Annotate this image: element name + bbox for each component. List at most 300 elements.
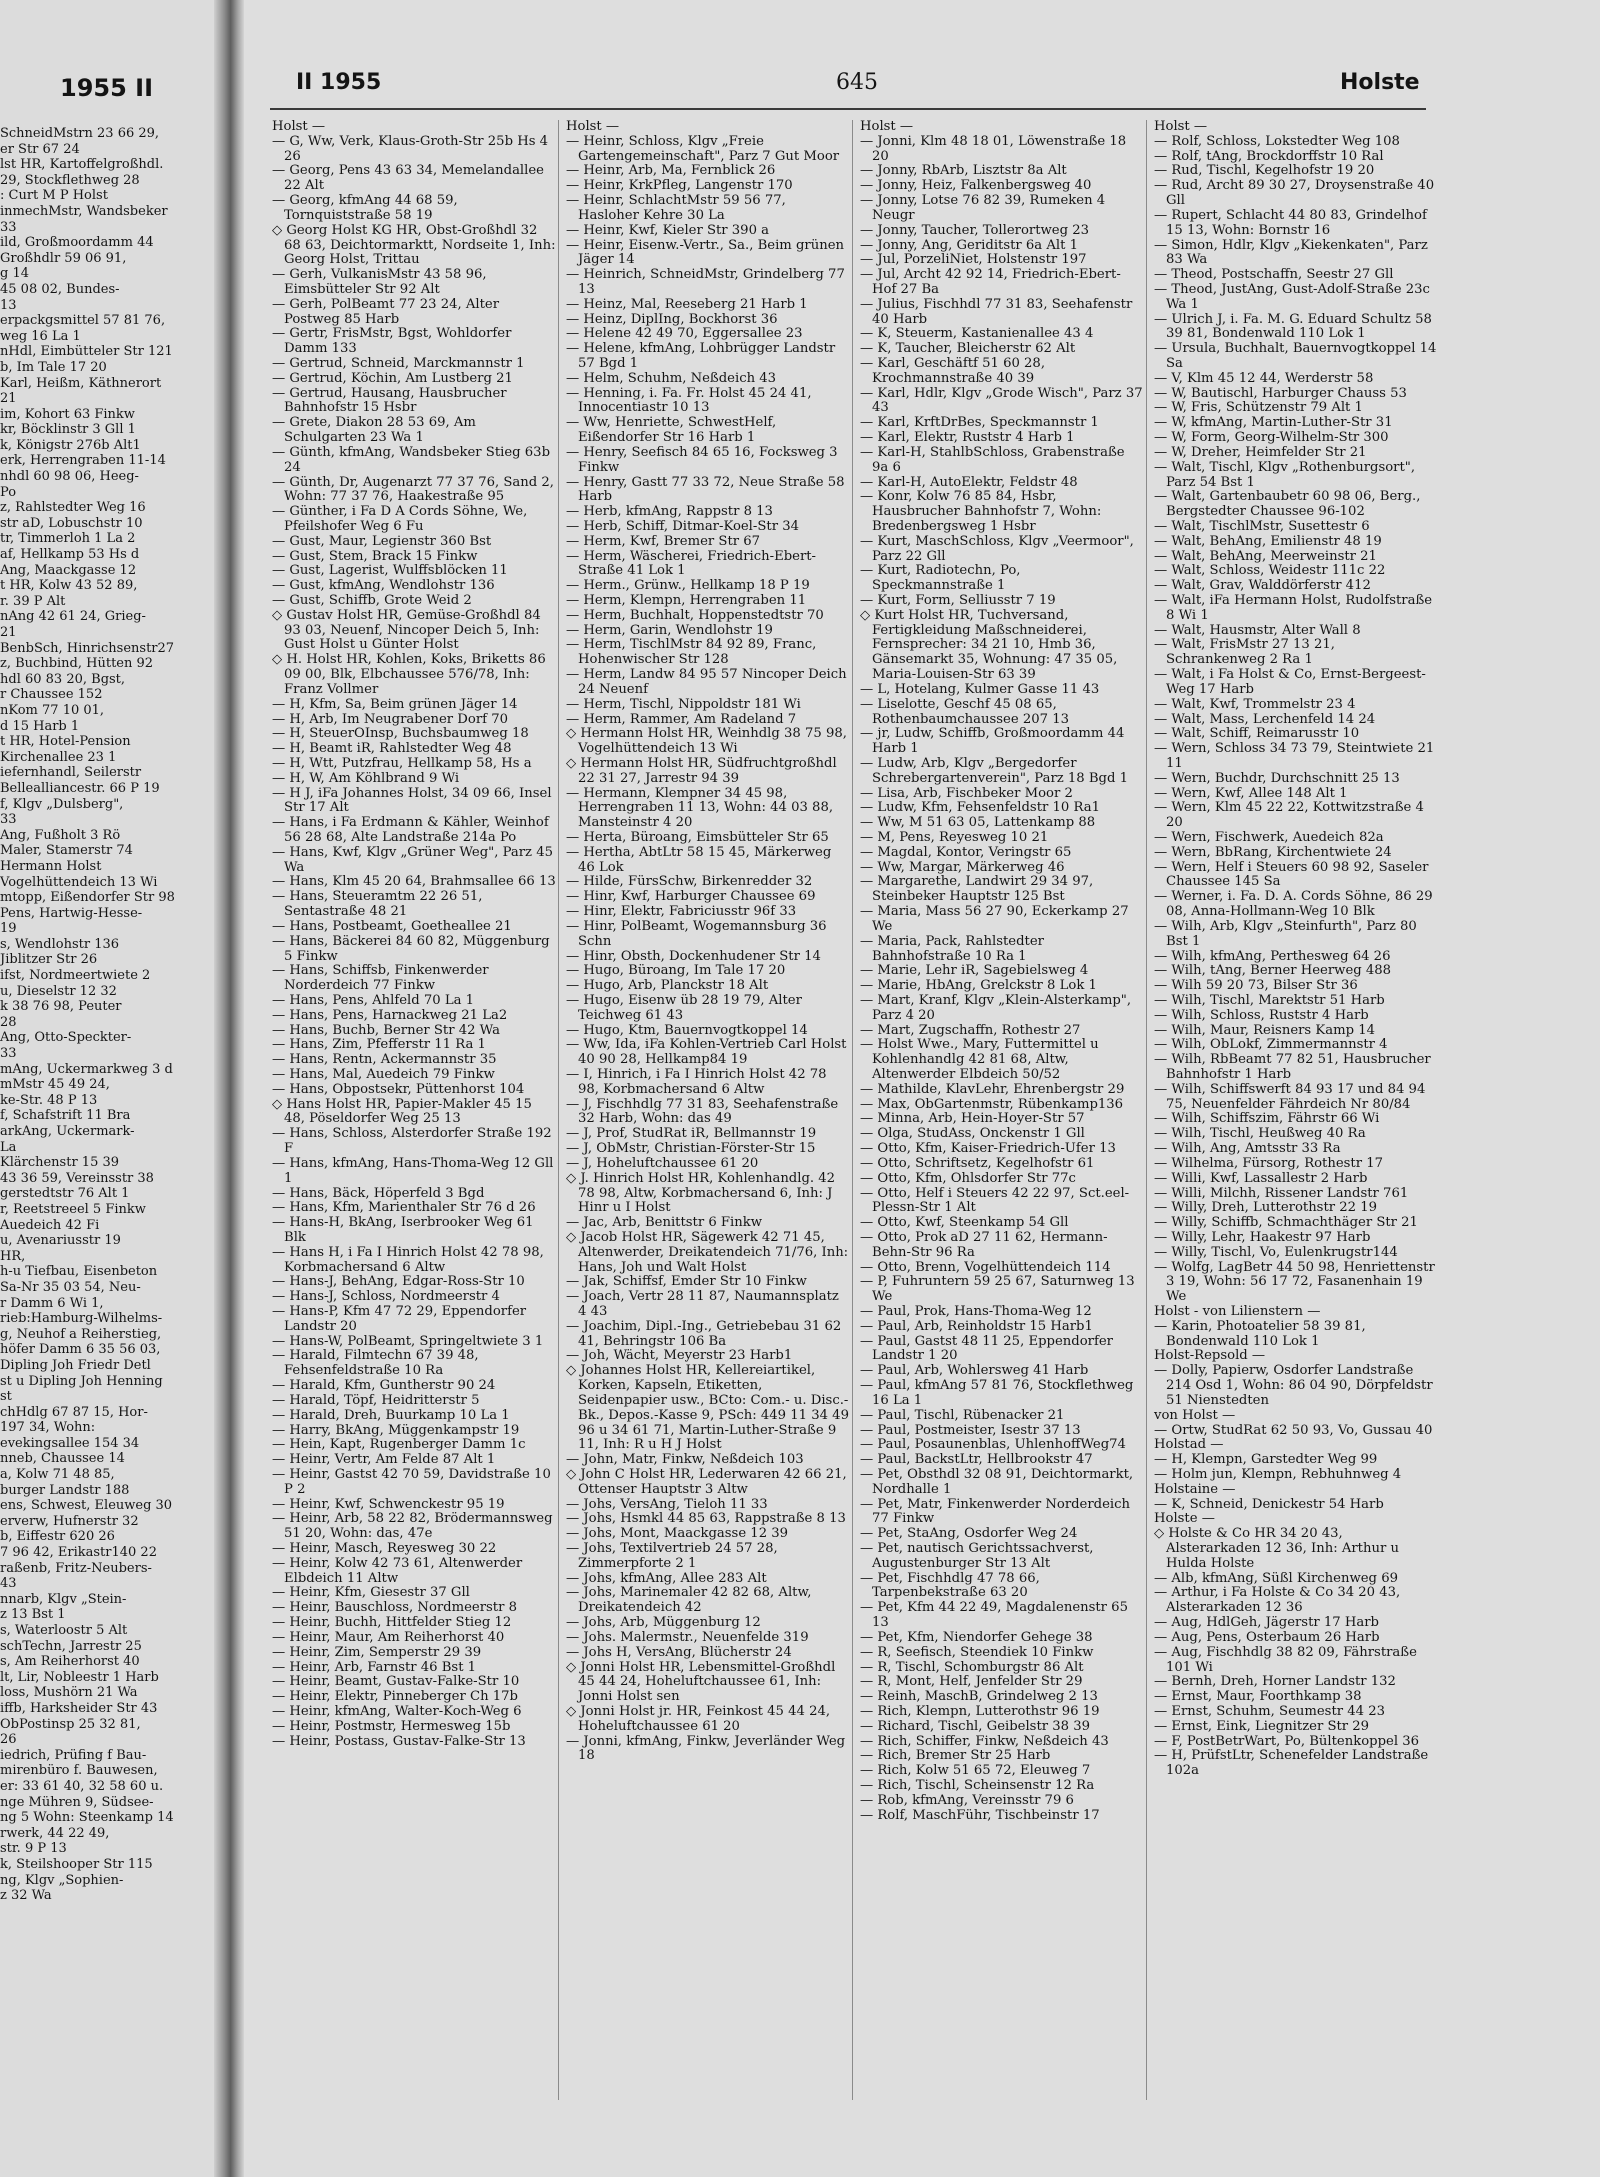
- previous-page-line: 45 08 02, Bundes-: [0, 281, 120, 297]
- directory-entry: — Gertrud, Schneid, Marckmannstr 1: [272, 356, 525, 371]
- previous-page-line: iefernhandl, Seilerstr: [0, 765, 142, 781]
- previous-page-line: lst HR, Kartoffelgroßhdl.: [0, 157, 164, 173]
- directory-entry: — Gertr, FrisMstr, Bgst, Wohldorfer Damm 133: [272, 326, 512, 357]
- directory-entry: — Herb, Schiff, Ditmar-Koel-Str 34: [566, 518, 799, 534]
- previous-page-line: Sa-Nr 35 03 54, Neu-: [0, 1279, 141, 1295]
- directory-entry: — Heinr, Arb, Farnstr 46 Bst 1: [272, 1659, 477, 1675]
- directory-entry: — Heinr, Arb, 58 22 82, Brödermannsweg 51 20, Wohn: das, 47e: [272, 1511, 553, 1542]
- directory-entry: — P, Fuhruntern 59 25 67, Saturnweg 13 We: [860, 1274, 1135, 1305]
- column-2: [566, 120, 850, 1764]
- directory-entry: — Georg, Pens 43 63 34, Memelandallee 22 Alt: [272, 163, 544, 194]
- directory-entry: — Jonni, Klm 48 18 01, Löwenstraße 18 20: [860, 133, 1127, 164]
- directory-entry: — Kurt, Form, Selliusstr 7 19: [860, 593, 1056, 608]
- previous-page-line: r Damm 6 Wi 1,: [0, 1295, 104, 1311]
- directory-entry: — Hans, Bäckerei 84 60 82, Müggenburg 5 Finkw: [272, 933, 550, 964]
- previous-page-line: Ang, Maackgasse 12: [0, 562, 137, 578]
- directory-entry: — Joh, Wächt, Meyerstr 23 Harb1: [566, 1348, 793, 1364]
- directory-entry: — Heinr, Masch, Reyesweg 30 22: [272, 1541, 497, 1556]
- directory-entry: — Otto, Helf i Steuers 42 22 97, Sct.eel-Plessn-Str 1 Alt: [860, 1185, 1130, 1216]
- directory-entry: — Wern, Kwf, Allee 148 Alt 1: [1154, 785, 1348, 801]
- directory-entry: — H, Kfm, Sa, Beim grünen Jäger 14: [272, 696, 518, 712]
- directory-entry: — Hans, i Fa Erdmann & Kähler, Weinhof 56 28 68, Alte Landstraße 214a Po: [272, 815, 549, 845]
- directory-entry: — Pet, Matr, Finkenwerder Norderdeich 77 Finkw: [860, 1496, 1131, 1527]
- directory-entry: — Rich, Schiffer, Finkw, Neßdeich 43: [860, 1733, 1109, 1749]
- directory-entry: — Heinr, SchlachtMstr 59 56 77, Hasloher Kehre 30 La: [566, 193, 786, 223]
- directory-entry: — Johs, Hsmkl 44 85 63, Rappstraße 8 13: [566, 1511, 846, 1527]
- directory-entry: — Mart, Kranf, Klgv „Klein-Alsterkamp", Parz 4 20: [860, 992, 1132, 1023]
- previous-page-line: g, Neuhof a Reiherstieg,: [0, 1326, 162, 1342]
- directory-entry: — Walt, Hausmstr, Alter Wall 8: [1154, 622, 1361, 638]
- surname-heading: Holste —: [1154, 1511, 1215, 1527]
- directory-entry: — Herm, Landw 84 95 57 Nincoper Deich 24 Neuenf: [566, 667, 847, 697]
- directory-entry: — Johs, kfmAng, Allee 283 Alt: [566, 1570, 767, 1586]
- previous-page-line: st u Dipling Joh Henning: [0, 1373, 163, 1389]
- directory-entry: — Mart, Zugschaffn, Rothestr 27: [860, 1022, 1081, 1038]
- previous-page-line: z 32 Wa: [0, 1888, 52, 1904]
- previous-page-line: loss, Mushörn 21 Wa: [0, 1685, 138, 1701]
- previous-page-line: erverw, Hufnerstr 32: [0, 1513, 139, 1529]
- directory-entry: — Walt, TischlMstr, Susettestr 6: [1154, 518, 1370, 534]
- directory-entry: — Pet, Obsthdl 32 08 91, Deichtormarkt, Nordhalle 1: [860, 1466, 1134, 1497]
- directory-entry: — Gust, Stem, Brack 15 Finkw: [272, 548, 478, 564]
- directory-entry: — Hans, Postbeamt, Goetheallee 21: [272, 918, 512, 934]
- previous-page-line: 43 36 59, Vereinsstr 38: [0, 1170, 154, 1186]
- previous-page-line: BenbSch, Hinrichsenstr27: [0, 640, 175, 656]
- previous-page-line: 33: [0, 1046, 17, 1062]
- directory-entry: — Wilhelma, Fürsorg, Rothestr 17: [1154, 1155, 1383, 1171]
- directory-entry: — Holm jun, Klempn, Rebhuhnweg 4: [1154, 1466, 1402, 1482]
- previous-page-line: lt, Lir, Nobleestr 1 Harb: [0, 1669, 159, 1685]
- directory-entry: — Heinr, Kwf, Schwenckestr 95 19: [272, 1496, 505, 1512]
- directory-entry: — Walt, Schloss, Weidestr 111c 22: [1154, 563, 1386, 579]
- directory-entry: — Wern, Schloss 34 73 79, Steintwiete 21 11: [1154, 741, 1435, 771]
- directory-entry: — Johs, Mont, Maackgasse 12 39: [566, 1526, 789, 1542]
- previous-page-line: k, Königstr 276b Alt1: [0, 437, 141, 453]
- directory-entry: — Jonny, RbArb, Lisztstr 8a Alt: [860, 163, 1067, 179]
- previous-page-line: h-u Tiefbau, Eisenbeton: [0, 1264, 158, 1280]
- directory-entry: — Walt, iFa Hermann Holst, Rudolfstraße 8 Wi 1: [1154, 593, 1433, 623]
- directory-entry: — Wilh, Tischl, Heußweg 40 Ra: [1154, 1126, 1366, 1142]
- previous-page-line: r. 39 P Alt: [0, 593, 66, 609]
- directory-entry: — Olga, StudAss, Onckenstr 1 Gll: [860, 1126, 1085, 1142]
- directory-entry: — Walt, BehAng, Emilienstr 48 19: [1154, 533, 1382, 549]
- directory-entry: — Jonny, Ang, Geriditstr 6a Alt 1: [860, 237, 1078, 253]
- directory-entry: — Hans, Mal, Auedeich 79 Finkw: [272, 1067, 495, 1082]
- directory-entry: — Heinr, KrkPfleg, Langenstr 170: [566, 178, 793, 194]
- directory-entry: — Rolf, MaschFühr, Tischbeinstr 17: [860, 1807, 1100, 1823]
- directory-entry: — Gust, kfmAng, Wendlohstr 136: [272, 578, 495, 594]
- directory-entry: — Herm, Garin, Wendlohstr 19: [566, 622, 773, 638]
- previous-page-line: Großhdlr 59 06 91,: [0, 250, 127, 266]
- directory-entry: — Hans, kfmAng, Hans-Thoma-Weg 12 Gll 1: [272, 1155, 554, 1186]
- directory-entry: — R, Tischl, Schomburgstr 86 Alt: [860, 1659, 1084, 1675]
- directory-entry: — Joach, Vertr 28 11 87, Naumannsplatz 4 43: [566, 1289, 839, 1319]
- previous-page-line: : Curt M P Holst: [0, 188, 108, 204]
- directory-entry: ◇ Kurt Holst HR, Tuchversand, Fertigkleidung Maßschneiderei, Fernsprecher: 34 21 10, Hmb 36, Gänsemarkt 35, Wohnung: 47 35 05, Maria-Louisen-Str 63 39: [860, 607, 1118, 683]
- directory-entry: — Jak, Schiffsf, Emder Str 10 Finkw: [566, 1274, 807, 1290]
- previous-page-line: 197 34, Wohn:: [0, 1420, 96, 1436]
- directory-entry: ◇ H. Holst HR, Kohlen, Koks, Briketts 86 09 00, Blk, Elbchaussee 576/78, Inh: Franz Vollmer: [272, 652, 546, 697]
- surname-heading: Holst —: [566, 119, 620, 134]
- directory-entry: — Walt, Grav, Walddörferstr 412: [1154, 578, 1371, 594]
- previous-page-line: Klärchenstr 15 39: [0, 1155, 120, 1171]
- directory-entry: — Gerh, PolBeamt 77 23 24, Alter Postweg 85 Harb: [272, 296, 500, 327]
- previous-page-line: af, Hellkamp 53 Hs d: [0, 547, 140, 563]
- directory-entry: — Heinr, Eisenw.-Vertr., Sa., Beim grünen Jäger 14: [566, 237, 845, 268]
- previous-page-line: ifst, Nordmeertwiete 2: [0, 968, 151, 984]
- directory-entry: — Ww, M 51 63 05, Lattenkamp 88: [860, 815, 1096, 831]
- column-divider: [558, 120, 559, 2100]
- previous-page-line: b, Im Tale 17 20: [0, 359, 107, 375]
- directory-entry: — Hertha, AbtLtr 58 15 45, Märkerweg 46 Lok: [566, 844, 832, 875]
- directory-entry: — Hans, Rentn, Ackermannstr 35: [272, 1052, 497, 1068]
- directory-entry: — Jac, Arb, Benittstr 6 Finkw: [566, 1215, 763, 1231]
- directory-entry: — Walt, Kwf, Trommelstr 23 4: [1154, 696, 1356, 712]
- directory-entry: — Herta, Büroang, Eimsbütteler Str 65: [566, 830, 829, 845]
- previous-page-line: r Chaussee 152: [0, 687, 103, 703]
- directory-entry: — Hugo, Büroang, Im Tale 17 20: [566, 963, 786, 979]
- directory-entry: — Ernst, Eink, Liegnitzer Str 29: [1154, 1718, 1370, 1734]
- directory-entry: — Hein, Kapt, Rugenberger Damm 1c: [272, 1437, 526, 1453]
- previous-page-line: s, Waterloostr 5 Alt: [0, 1623, 128, 1638]
- previous-page-line: 26: [0, 1732, 17, 1748]
- directory-entry: — W, Bautischl, Harburger Chauss 53: [1154, 385, 1407, 401]
- directory-entry: — Jonni, kfmAng, Finkw, Jeverländer Weg 18: [566, 1733, 846, 1764]
- directory-entry: — Wilh, Ang, Amtsstr 33 Ra: [1154, 1141, 1341, 1157]
- directory-entry: — Karl, Elektr, Ruststr 4 Harb 1: [860, 430, 1075, 446]
- previous-page-line: inmechMstr, Wandsbeker: [0, 203, 168, 219]
- directory-entry: — Ww, Ida, iFa Kohlen-Vertrieb Carl Holst 40 90 28, Hellkamp84 19: [566, 1037, 847, 1068]
- directory-entry: — Willy, Dreh, Lutterothstr 22 19: [1154, 1200, 1378, 1216]
- directory-entry: — Minna, Arb, Hein-Hoyer-Str 57: [860, 1111, 1085, 1127]
- previous-page-line: 33: [0, 219, 17, 235]
- previous-page-line: 29, Stockflethweg 28: [0, 172, 140, 188]
- previous-page-line: t HR, Kolw 43 52 89,: [0, 578, 138, 594]
- directory-entry: — Otto, Kfm, Ohlsdorfer Str 77c: [860, 1170, 1076, 1186]
- previous-page-line: r, Reetstreeel 5 Finkw: [0, 1201, 146, 1217]
- directory-entry: — Paul, Postmeister, Isestr 37 13: [860, 1422, 1081, 1438]
- directory-entry: — Theod, JustAng, Gust-Adolf-Straße 23c Wa 1: [1154, 281, 1430, 312]
- directory-entry: — Rob, kfmAng, Vereinsstr 79 6: [860, 1792, 1074, 1808]
- directory-entry: — G, Ww, Verk, Klaus-Groth-Str 25b Hs 4 26: [272, 133, 549, 164]
- column-3: [860, 120, 1144, 1823]
- directory-entry: ◇ J. Hinrich Holst HR, Kohlenhandlg. 42 78 98, Altw, Korbmachersand 6, Inh: J Hinr u I Holst: [566, 1170, 836, 1216]
- directory-entry: — Johs, Textilvertrieb 24 57 28, Zimmerpforte 2 1: [566, 1541, 778, 1571]
- directory-entry: — M, Pens, Reyesweg 10 21: [860, 830, 1049, 845]
- directory-entry: — Willy, Tischl, Vo, Eulenkrugstr144: [1154, 1244, 1398, 1260]
- directory-entry: — Gerh, VulkanisMstr 43 58 96, Eimsbütteler Str 92 Alt: [272, 267, 487, 297]
- previous-page-line: 13: [0, 297, 17, 313]
- previous-page-line: k 38 76 98, Peuter: [0, 999, 122, 1015]
- directory-entry: — Arthur, i Fa Holste & Co 34 20 43, Alsterarkaden 12 36: [1154, 1585, 1401, 1616]
- directory-entry: — Hans, Buchb, Berner Str 42 Wa: [272, 1022, 500, 1038]
- directory-entry: — Pet, Kfm 44 22 49, Magdalenenstr 65 13: [860, 1600, 1128, 1631]
- directory-entry: — R, Mont, Helf, Jenfelder Str 29: [860, 1674, 1083, 1690]
- directory-entry: — H, Arb, Im Neugrabener Dorf 70: [272, 711, 508, 727]
- previous-page-line: 7 96 42, Erikastr140 22: [0, 1545, 157, 1561]
- directory-entry: — Ludw, Kfm, Fehsenfeldstr 10 Ra1: [860, 800, 1100, 816]
- directory-entry: — Heinrich, SchneidMstr, Grindelberg 77 13: [566, 267, 845, 297]
- directory-entry: — Rud, Archt 89 30 27, Droysenstraße 40 Gll: [1154, 178, 1435, 209]
- directory-entry: — Alb, kfmAng, Süßl Kirchenweg 69: [1154, 1570, 1398, 1586]
- directory-entry: — Ursula, Buchhalt, Bauernvogtkoppel 14 Sa: [1154, 341, 1437, 371]
- surname-heading: Holst —: [860, 119, 914, 134]
- directory-entry: — Henning, i. Fa. Fr. Holst 45 24 41, Innocentiastr 10 13: [566, 385, 812, 416]
- directory-entry: — Hans H, i Fa I Hinrich Holst 42 78 98, Korbmachersand 6 Altw: [272, 1244, 544, 1275]
- directory-entry: — W, Fris, Schützenstr 79 Alt 1: [1154, 400, 1363, 416]
- directory-entry: — Holst Wwe., Mary, Futtermittel u Kohlenhandlg 42 81 68, Altw, Altenwerder Elbdeich 50/52: [860, 1037, 1099, 1082]
- previous-page-line: Dipling Joh Friedr Detl: [0, 1357, 151, 1373]
- running-header: [244, 70, 1424, 100]
- directory-entry: ◇ John C Holst HR, Lederwaren 42 66 21, Ottenser Hauptstr 3 Altw: [566, 1466, 847, 1497]
- directory-entry: — Georg, kfmAng 44 68 59, Tornquiststraße 58 19: [272, 193, 458, 223]
- directory-entry: — J, ObMstr, Christian-Förster-Str 15: [566, 1141, 816, 1157]
- directory-entry: — Helm, Schuhm, Neßdeich 43: [566, 370, 777, 386]
- directory-entry: — Johs. Malermstr., Neuenfelde 319: [566, 1629, 809, 1645]
- previous-page-line: rwerk, 44 22 49,: [0, 1825, 110, 1841]
- directory-entry: — Hans, Steueramtm 22 26 51, Sentastraße 48 21: [272, 889, 483, 920]
- directory-entry: — Heinr, Kwf, Kieler Str 390 a: [566, 222, 770, 238]
- directory-entry: — Rud, Tischl, Kegelhofstr 19 20: [1154, 163, 1375, 179]
- directory-entry: — Rupert, Schlacht 44 80 83, Grindelhof 15 13, Wohn: Bornstr 16: [1154, 207, 1427, 238]
- directory-entry: — Wilh, Schiffswerft 84 93 17 und 84 94 75, Neuenfelder Fährdeich Nr 80/84: [1154, 1081, 1426, 1112]
- directory-entry: — Liselotte, Geschf 45 08 65, Rothenbaumchaussee 207 13: [860, 696, 1069, 727]
- directory-entry: — W, Dreher, Heimfelder Str 21: [1154, 444, 1367, 460]
- page-number: 645: [836, 70, 878, 95]
- previous-page-line: Ang, Otto-Speckter-: [0, 1030, 132, 1046]
- directory-entry: ◇ Hans Holst HR, Papier-Makler 45 15 48, Pöseldorfer Weg 25 13: [272, 1096, 532, 1127]
- directory-entry: — J, Hoheluftchaussee 61 20: [566, 1155, 759, 1171]
- directory-entry: — Heinr, Kolw 42 73 61, Altenwerder Elbdeich 11 Altw: [272, 1555, 523, 1586]
- directory-entry: ◇ Georg Holst KG HR, Obst-Großhdl 32 68 63, Deichtormarktt, Nordseite 1, Inh: Georg Holst, Trittau: [272, 222, 556, 268]
- catchword: Holste: [1340, 70, 1420, 95]
- directory-entry: — Werner, i. Fa. D. A. Cords Söhne, 86 29 08, Anna-Hollmann-Weg 10 Blk: [1154, 889, 1433, 920]
- previous-page-line: kr, Böcklinstr 3 Gll 1: [0, 422, 136, 438]
- directory-entry: ◇ Jacob Holst HR, Sägewerk 42 71 45, Altenwerder, Dreikatendeich 71/76, Inh: Hans, Joh und Walt Holst: [566, 1229, 849, 1275]
- book-gutter: [214, 0, 244, 2177]
- previous-page-line: höfer Damm 6 35 56 03,: [0, 1342, 161, 1358]
- previous-page-line: z, Buchbind, Hütten 92: [0, 656, 154, 672]
- previous-page-line: evekingsallee 154 34: [0, 1435, 140, 1451]
- directory-entry: — K, Steuerm, Kastanienallee 43 4: [860, 326, 1094, 342]
- directory-entry: — W, Form, Georg-Wilhelm-Str 300: [1154, 430, 1389, 446]
- directory-entry: — Bernh, Dreh, Horner Landstr 132: [1154, 1674, 1396, 1690]
- previous-page-line: Jiblitzer Str 26: [0, 952, 98, 968]
- previous-page-line: s, Am Reiherhorst 40: [0, 1654, 140, 1670]
- previous-page-line: rieb:Hamburg-Wilhelms-: [0, 1311, 163, 1327]
- directory-entry: — Heinz, Mal, Reeseberg 21 Harb 1: [566, 296, 808, 312]
- directory-entry: — Gust, Schiffb, Grote Weid 2: [272, 593, 472, 608]
- directory-entry: — R, Seefisch, Steendiek 10 Finkw: [860, 1644, 1094, 1660]
- directory-entry: — Herm., Grünw., Hellkamp 18 P 19: [566, 578, 810, 594]
- directory-entry: — Wilh, Arb, Klgv „Steinfurth", Parz 80 Bst 1: [1154, 918, 1417, 949]
- directory-entry: — Walt, i Fa Holst & Co, Ernst-Bergeest-Weg 17 Harb: [1154, 667, 1426, 697]
- directory-entry: — Karl-H, AutoElektr, Feldstr 48: [860, 474, 1078, 490]
- previous-page-line: nAng 42 61 24, Grieg-: [0, 609, 146, 625]
- surname-heading: Holstaine —: [1154, 1481, 1236, 1497]
- directory-entry: — Harald, Dreh, Buurkamp 10 La 1: [272, 1407, 510, 1423]
- directory-entry: — Wern, BbRang, Kirchentwiete 24: [1154, 844, 1392, 860]
- directory-entry: — Hans, Pens, Harnackweg 21 La2: [272, 1007, 508, 1023]
- directory-entry: — H, Klempn, Garstedter Weg 99: [1154, 1452, 1378, 1468]
- directory-entry: — Ludw, Arb, Klgv „Bergedorfer Schrebergartenverein", Parz 18 Bgd 1: [860, 755, 1129, 786]
- previous-page-line: mAng, Uckermarkweg 3 d: [0, 1061, 173, 1077]
- directory-entry: — Heinr, Vertr, Am Felde 87 Alt 1: [272, 1452, 496, 1468]
- directory-entry: — Wilh, ObLokf, Zimmermannstr 4: [1154, 1037, 1388, 1053]
- surname-heading: Holst —: [272, 119, 326, 134]
- directory-entry: — Heinz, DiplIng, Bockhorst 36: [566, 311, 778, 327]
- directory-entry: — Herm, Kwf, Bremer Str 67: [566, 533, 761, 549]
- previous-page-line: weg 16 La 1: [0, 328, 81, 344]
- column-divider: [852, 120, 853, 2100]
- previous-page-line: Bellealliancestr. 66 P 19: [0, 780, 160, 796]
- previous-page-line: b, Eiffestr 620 26: [0, 1529, 115, 1545]
- directory-entry: — I, Hinrich, i Fa I Hinrich Holst 42 78 98, Korbmachersand 6 Altw: [566, 1067, 827, 1097]
- previous-page-line: tr, Timmerloh 1 La 2: [0, 531, 136, 547]
- previous-page-line: str aD, Lobuschstr 10: [0, 515, 143, 531]
- directory-entry: — Theod, Postschaffn, Seestr 27 Gll: [1154, 267, 1394, 283]
- previous-page-line: nhdl 60 98 06, Heeg-: [0, 469, 139, 485]
- directory-entry: — Harry, BkAng, Müggenkampstr 19: [272, 1422, 520, 1438]
- directory-entry: — Wilh, Schiffszim, Fährstr 66 Wi: [1154, 1111, 1380, 1127]
- directory-entry: — Hinr, Obsth, Dockenhudener Str 14: [566, 948, 821, 964]
- directory-entry: — Karl, Geschäftf 51 60 28, Krochmannstraße 40 39: [860, 356, 1046, 386]
- directory-entry: ◇ Holste & Co HR 34 20 43, Alsterarkaden 12 36, Inh: Arthur u Hulda Holste: [1154, 1526, 1399, 1571]
- directory-entry: — Heinr, Beamt, Gustav-Falke-Str 10: [272, 1674, 520, 1690]
- directory-entry: — Hans, Kfm, Marienthaler Str 76 d 26: [272, 1200, 536, 1216]
- previous-page-line: er: 33 61 40, 32 58 60 u.: [0, 1778, 164, 1794]
- previous-page-line: z 13 Bst 1: [0, 1607, 66, 1623]
- directory-entry: — Walt, BehAng, Meerweinstr 21: [1154, 548, 1377, 564]
- previous-page-line: Maler, Stamerstr 74: [0, 843, 133, 859]
- directory-entry: — Otto, Kfm, Kaiser-Friedrich-Ufer 13: [860, 1141, 1116, 1157]
- directory-entry: — Marie, Lehr iR, Sagebielsweg 4: [860, 963, 1089, 979]
- directory-entry: — Heinr, Buchh, Hittfelder Stieg 12: [272, 1615, 512, 1631]
- directory-entry: — K, Schneid, Denickestr 54 Harb: [1154, 1496, 1384, 1512]
- previous-page-line: s, Wendlohstr 136: [0, 936, 120, 952]
- directory-entry: — Johs, VersAng, Tieloh 11 33: [566, 1496, 768, 1512]
- directory-entry: — Herm, TischlMstr 84 92 89, Franc, Hohenwischer Str 128: [566, 637, 817, 668]
- directory-entry: — Rolf, Schloss, Lokstedter Weg 108: [1154, 133, 1400, 149]
- directory-entry: — Wilh, Tischl, Marektstr 51 Harb: [1154, 992, 1385, 1008]
- directory-entry: — Hermann, Klempner 34 45 98, Herrengraben 11 13, Wohn: 44 03 88, Mansteinstr 4 20: [566, 785, 834, 831]
- directory-entry: — Pet, nautisch Gerichtssachverst, Augustenburger Str 13 Alt: [860, 1541, 1094, 1571]
- directory-entry: — Paul, Tischl, Rübenacker 21: [860, 1407, 1065, 1423]
- directory-entry: — Heinr, Zim, Semperstr 29 39: [272, 1644, 482, 1660]
- previous-page-column: [0, 126, 212, 1904]
- directory-entry: — Jul, PorzeliNiet, Holstenstr 197: [860, 252, 1087, 268]
- directory-entry: — Jonny, Heiz, Falkenbergsweg 40: [860, 178, 1092, 194]
- directory-entry: — Willy, Lehr, Haakestr 97 Harb: [1154, 1229, 1371, 1245]
- directory-entry: ◇ Hermann Holst HR, Weinhdlg 38 75 98, Vogelhüttendeich 13 Wi: [566, 726, 847, 757]
- previous-page-line: u, Dieselstr 12 32: [0, 983, 117, 999]
- previous-page-line: f, Klgv „Dulsberg",: [0, 796, 124, 812]
- previous-page-line: burger Landstr 188: [0, 1482, 130, 1498]
- directory-entry: — Walt, Tischl, Klgv „Rothenburgsort", Parz 54 Bst 1: [1154, 459, 1416, 490]
- directory-entry: — Wilh 59 20 73, Bilser Str 36: [1154, 978, 1358, 994]
- directory-entry: — H, PrüfstLtr, Schenefelder Landstraße 102a: [1154, 1748, 1429, 1779]
- previous-page-line: nge Mühren 9, Südsee-: [0, 1794, 154, 1810]
- directory-entry: — Otto, Kwf, Steenkamp 54 Gll: [860, 1215, 1069, 1231]
- directory-entry: — Wern, Buchdr, Durchschnitt 25 13: [1154, 770, 1400, 786]
- previous-page-line: ng, Klgv „Sophien-: [0, 1872, 124, 1888]
- directory-entry: — Herm, Klempn, Herrengraben 11: [566, 593, 807, 608]
- directory-entry: — Willi, Milchh, Rissener Landstr 761: [1154, 1185, 1409, 1201]
- directory-entry: — Walt, FrisMstr 27 13 21, Schrankenweg 2 Ra 1: [1154, 637, 1335, 668]
- directory-entry: — Walt, Gartenbaubetr 60 98 06, Berg., Bergstedter Chaussee 96-102: [1154, 489, 1421, 520]
- directory-entry: — Herb, kfmAng, Rappstr 8 13: [566, 504, 773, 520]
- directory-entry: — Heinr, Kfm, Giesestr 37 Gll: [272, 1585, 470, 1601]
- directory-entry: — Johs, Marinemaler 42 82 68, Altw, Dreikatendeich 42: [566, 1585, 812, 1616]
- directory-entry: — Henry, Gastt 77 33 72, Neue Straße 58 Harb: [566, 474, 845, 505]
- previous-page-line: ild, Großmoordamm 44: [0, 235, 154, 251]
- previous-page: [0, 0, 222, 2177]
- directory-entry: — J, Fischhdlg 77 31 83, Seehafenstraße 32 Harb, Wohn: das 49: [566, 1096, 839, 1127]
- column-4: [1154, 120, 1438, 1779]
- previous-page-line: k, Steilshooper Str 115: [0, 1856, 153, 1872]
- directory-entry: — Hugo, Ktm, Bauernvogtkoppel 14: [566, 1022, 808, 1038]
- column-divider: [1146, 120, 1147, 2100]
- previous-page-line: z, Rahlstedter Weg 16: [0, 500, 146, 516]
- directory-entry: — Lisa, Arb, Fischbeker Moor 2: [860, 785, 1073, 801]
- directory-entry: — Wern, Helf i Steuers 60 98 92, Saseler Chaussee 145 Sa: [1154, 859, 1429, 890]
- directory-entry: — Rich, Klempn, Lutterothstr 96 19: [860, 1703, 1100, 1719]
- directory-entry: — Walt, Schiff, Reimarusstr 10: [1154, 726, 1360, 742]
- directory-entry: — Herm, Rammer, Am Radeland 7: [566, 711, 797, 727]
- directory-entry: — Heinr, Bauschloss, Nordmeerstr 8: [272, 1600, 517, 1616]
- directory-entry: — Herm, Buchhalt, Hoppenstedtstr 70: [566, 607, 824, 623]
- directory-entry: — Jonny, Lotse 76 82 39, Rumeken 4 Neugr: [860, 193, 1106, 223]
- previous-page-line: nnarb, Klgv „Stein-: [0, 1591, 127, 1607]
- directory-entry: — Hans, Zim, Pfefferstr 11 Ra 1: [272, 1037, 486, 1053]
- directory-entry: — Gertrud, Hausang, Hausbrucher Bahnhofstr 15 Hsbr: [272, 385, 507, 416]
- directory-entry: — Marie, HbAng, Grelckstr 8 Lok 1: [860, 978, 1097, 994]
- directory-entry: ◇ Jonni Holst HR, Lebensmittel-Großhdl 45 44 24, Hoheluftchaussee 61, Inh: Jonni Holst sen: [566, 1659, 836, 1705]
- directory-entry: — Hinr, PolBeamt, Wogemannsburg 36 Schn: [566, 918, 827, 949]
- previous-page-line: u, Avenariusstr 19: [0, 1233, 121, 1249]
- directory-entry: — Heinr, Postmstr, Hermesweg 15b: [272, 1718, 511, 1734]
- directory-entry: — Ulrich J, i. Fa. M. G. Eduard Schultz 58 39 81, Bondenwald 110 Lok 1: [1154, 311, 1432, 342]
- directory-entry: — Hilde, FürsSchw, Birkenredder 32: [566, 874, 813, 890]
- previous-page-line: mtopp, Eißendorfer Str 98: [0, 890, 175, 906]
- previous-page-line: t HR, Hotel-Pension: [0, 734, 131, 750]
- directory-entry: — Heinr, Schloss, Klgv „Freie Gartengemeinschaft", Parz 7 Gut Moor: [566, 133, 840, 164]
- directory-entry: — Karl-H, StahlbSchloss, Grabenstraße 9a 6: [860, 444, 1125, 475]
- directory-entry: — Harald, Filmtechn 67 39 48, Fehsenfeldstraße 10 Ra: [272, 1348, 479, 1379]
- directory-entry: — Willy, Schiffb, Schmachthäger Str 21: [1154, 1215, 1418, 1231]
- directory-entry: — Hans-P, Kfm 47 72 29, Eppendorfer Landstr 20: [272, 1304, 527, 1334]
- directory-entry: — Willi, Kwf, Lassallestr 2 Harb: [1154, 1170, 1368, 1186]
- directory-entry: — Otto, Brenn, Vogelhüttendeich 114: [860, 1259, 1111, 1275]
- directory-entry: — Gust, Lagerist, Wulffsblöcken 11: [272, 563, 508, 579]
- previous-page-line: f, Schafstrift 11 Bra: [0, 1108, 131, 1124]
- previous-page-line: im, Kohort 63 Finkw: [0, 406, 135, 422]
- previous-page-line: ObPostinsp 25 32 81,: [0, 1716, 141, 1732]
- previous-page-line: iedrich, Prüfing f Bau-: [0, 1747, 147, 1763]
- directory-entry: — J, Prof, StudRat iR, Bellmannstr 19: [566, 1126, 817, 1142]
- directory-entry: — Aug, Pens, Osterbaum 26 Harb: [1154, 1629, 1380, 1645]
- directory-entry: — Heinr, Maur, Am Reiherhorst 40: [272, 1629, 505, 1645]
- directory-entry: — L, Hotelang, Kulmer Gasse 11 43: [860, 681, 1100, 697]
- directory-entry: — Richard, Tischl, Geibelstr 38 39: [860, 1718, 1090, 1734]
- directory-entry: — F, PostBetrWart, Po, Bültenkoppel 36: [1154, 1733, 1420, 1749]
- directory-entry: — Hans-W, PolBeamt, Springeltwiete 3 1: [272, 1333, 544, 1349]
- previous-page-line: HR,: [0, 1248, 26, 1264]
- directory-entry: — Jul, Archt 42 92 14, Friedrich-Ebert-Hof 27 Ba: [860, 267, 1121, 297]
- directory-entry: — Henry, Seefisch 84 65 16, Focksweg 3 Finkw: [566, 444, 838, 475]
- directory-entry: — Harald, Töpf, Heidritterstr 5: [272, 1392, 480, 1408]
- directory-entry: — Harald, Kfm, Guntherstr 90 24: [272, 1378, 496, 1394]
